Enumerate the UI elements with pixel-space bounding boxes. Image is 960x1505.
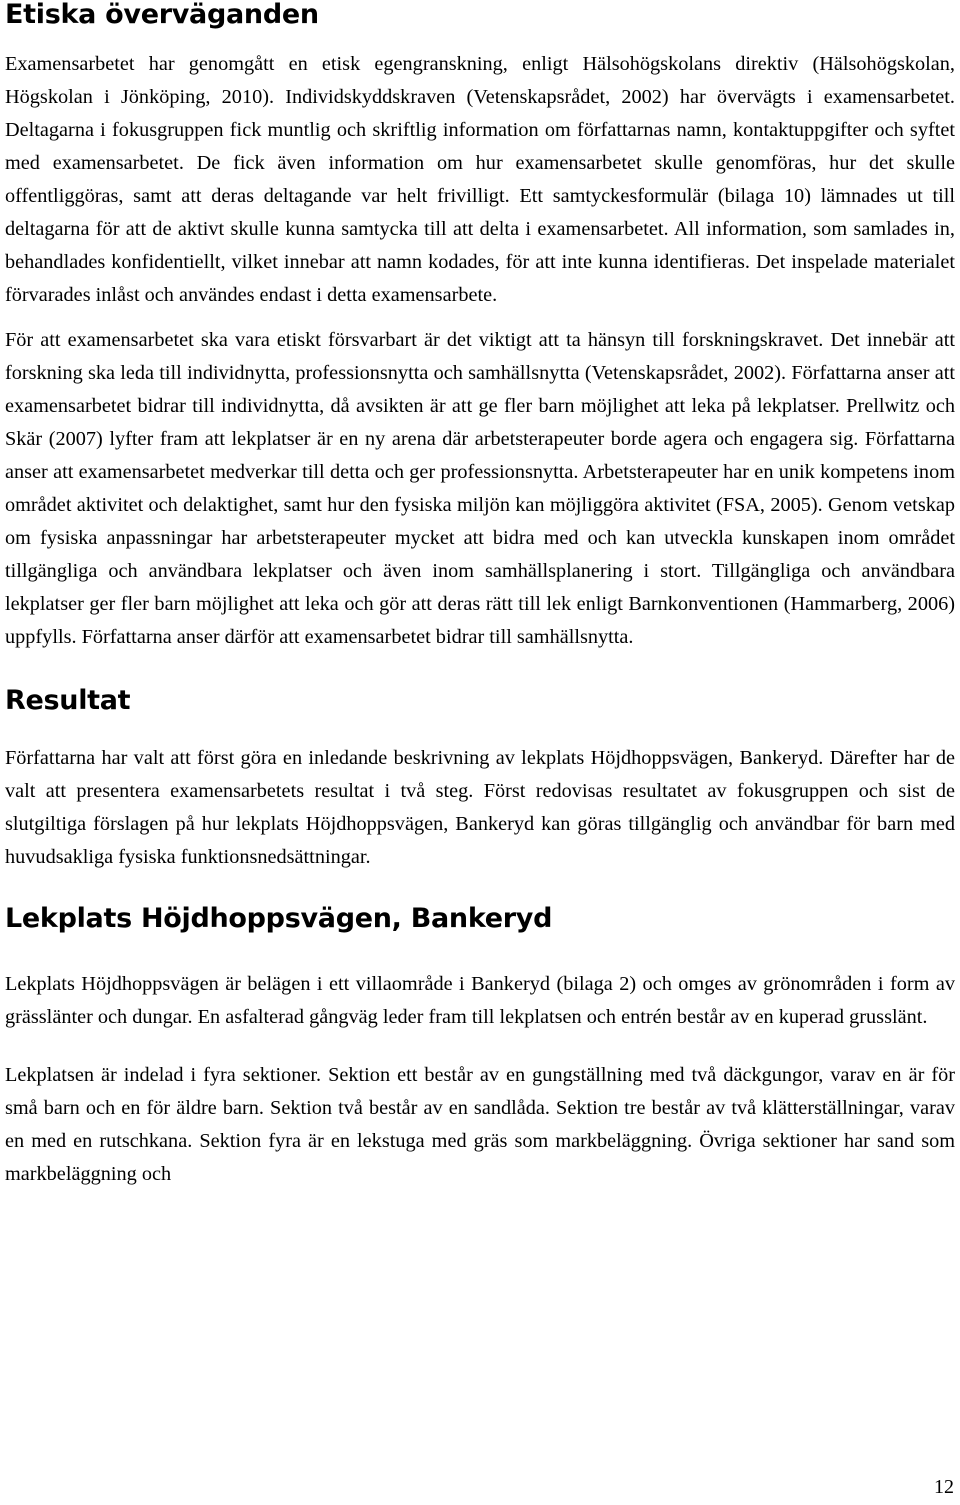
paragraph-ethics-1: Examensarbetet har genomgått en etisk egengranskning, enligt Hälsohögskolans direktiv (Hälsohögskolan, Högskolan i Jönköping, 2010). Individskyddskraven (Vetenskapsrådet, 2002) har övervägts i examensarbetet. Deltagarna i fokusgruppen fick muntlig och skriftlig information om författarnas namn, kontaktuppgifter och syftet med examensarbetet. De fick även information om hur examensarbetet skulle genomföras, hur det skulle offentliggöras, samt att deras deltagande var helt frivilligt. Ett samtyckesformulär (bilaga 10) lämnades ut till deltagarna för att de aktivt skulle kunna samtycka till att delta i examensarbetet. All information, som samlades in, behandlades konfidentiellt, vilket innebar att namn kodades, för att inte kunna identifieras. Det inspelade materialet förvarades inlåst och användes endast i detta examensarbete. [5,53,955,306]
section-heading-resultat: Resultat [5,685,131,716]
paragraph-lekplats-2: Lekplatsen är indelad i fyra sektioner. Sektion ett består av en gungställning med två däckgungor, varav en är för små barn och en för äldre barn. Sektion två består av en sandlåda. Sektion tre består av två klätterställningar, varav en med en rutschkana. Sektion fyra är en lekstuga med gräs som markbeläggning. Övriga sektioner har sand som markbeläggning och [5,1064,955,1185]
section-heading-lekplats: Lekplats Höjdhoppsvägen, Bankeryd [5,903,553,934]
document-page [5,0,955,1191]
paragraph-resultat-1: Författarna har valt att först göra en inledande beskrivning av lekplats Höjdhoppsvägen, Bankeryd. Därefter har de valt att presentera examensarbetets resultat i två steg. Först redovisas resultatet av fokusgruppen och sist de slutgiltiga förslagen på hur lekplats Höjdhoppsvägen, Bankeryd kan göras tillgänglig och användbar för barn med huvudsakliga fysiska funktionsnedsättningar. [5,747,955,868]
page-number: 12 [934,1476,954,1498]
paragraph-ethics-2: För att examensarbetet ska vara etiskt försvarbart är det viktigt att ta hänsyn till forskningskravet. Det innebär att forskning ska leda till individnytta, professionsnytta och samhällsnytta (Vetenskapsrådet, 2002). Författarna anser att examensarbetet bidrar till individnytta, då avsikten är att ge fler barn möjlighet att leka på lekplatser. Prellwitz och Skär (2007) lyfter fram att lekplatser är en ny arena där arbetsterapeuter borde agera och engagera sig. Författarna anser att examensarbetet medverkar till detta och ger professionsnytta. Arbetsterapeuter har en unik kompetens inom området aktivitet och delaktighet, samt hur den fysiska miljön kan möjliggöra aktivitet (FSA, 2005). Genom vetskap om fysiska anpassningar har arbetsterapeuter mycket att bidra med och kan utveckla kunskapen inom området tillgängliga och användbara lekplatser och även inom samhällsplanering i stort. Tillgängliga och användbara lekplatser ger fler barn möjlighet att leka och gör att deras rätt till lek enligt Barnkonventionen (Hammarberg, 2006) uppfylls. Författarna anser därför att examensarbetet bidrar till samhällsnytta. [5,329,955,648]
paragraph-lekplats-1: Lekplats Höjdhoppsvägen är belägen i ett villaområde i Bankeryd (bilaga 2) och omges av grönområden i form av grässlänter och dungar. En asfalterad gångväg leder fram till lekplatsen och entrén består av en kuperad grusslänt. [5,973,955,1028]
section-heading-etiska-overvaganden: Etiska överväganden [5,0,319,30]
